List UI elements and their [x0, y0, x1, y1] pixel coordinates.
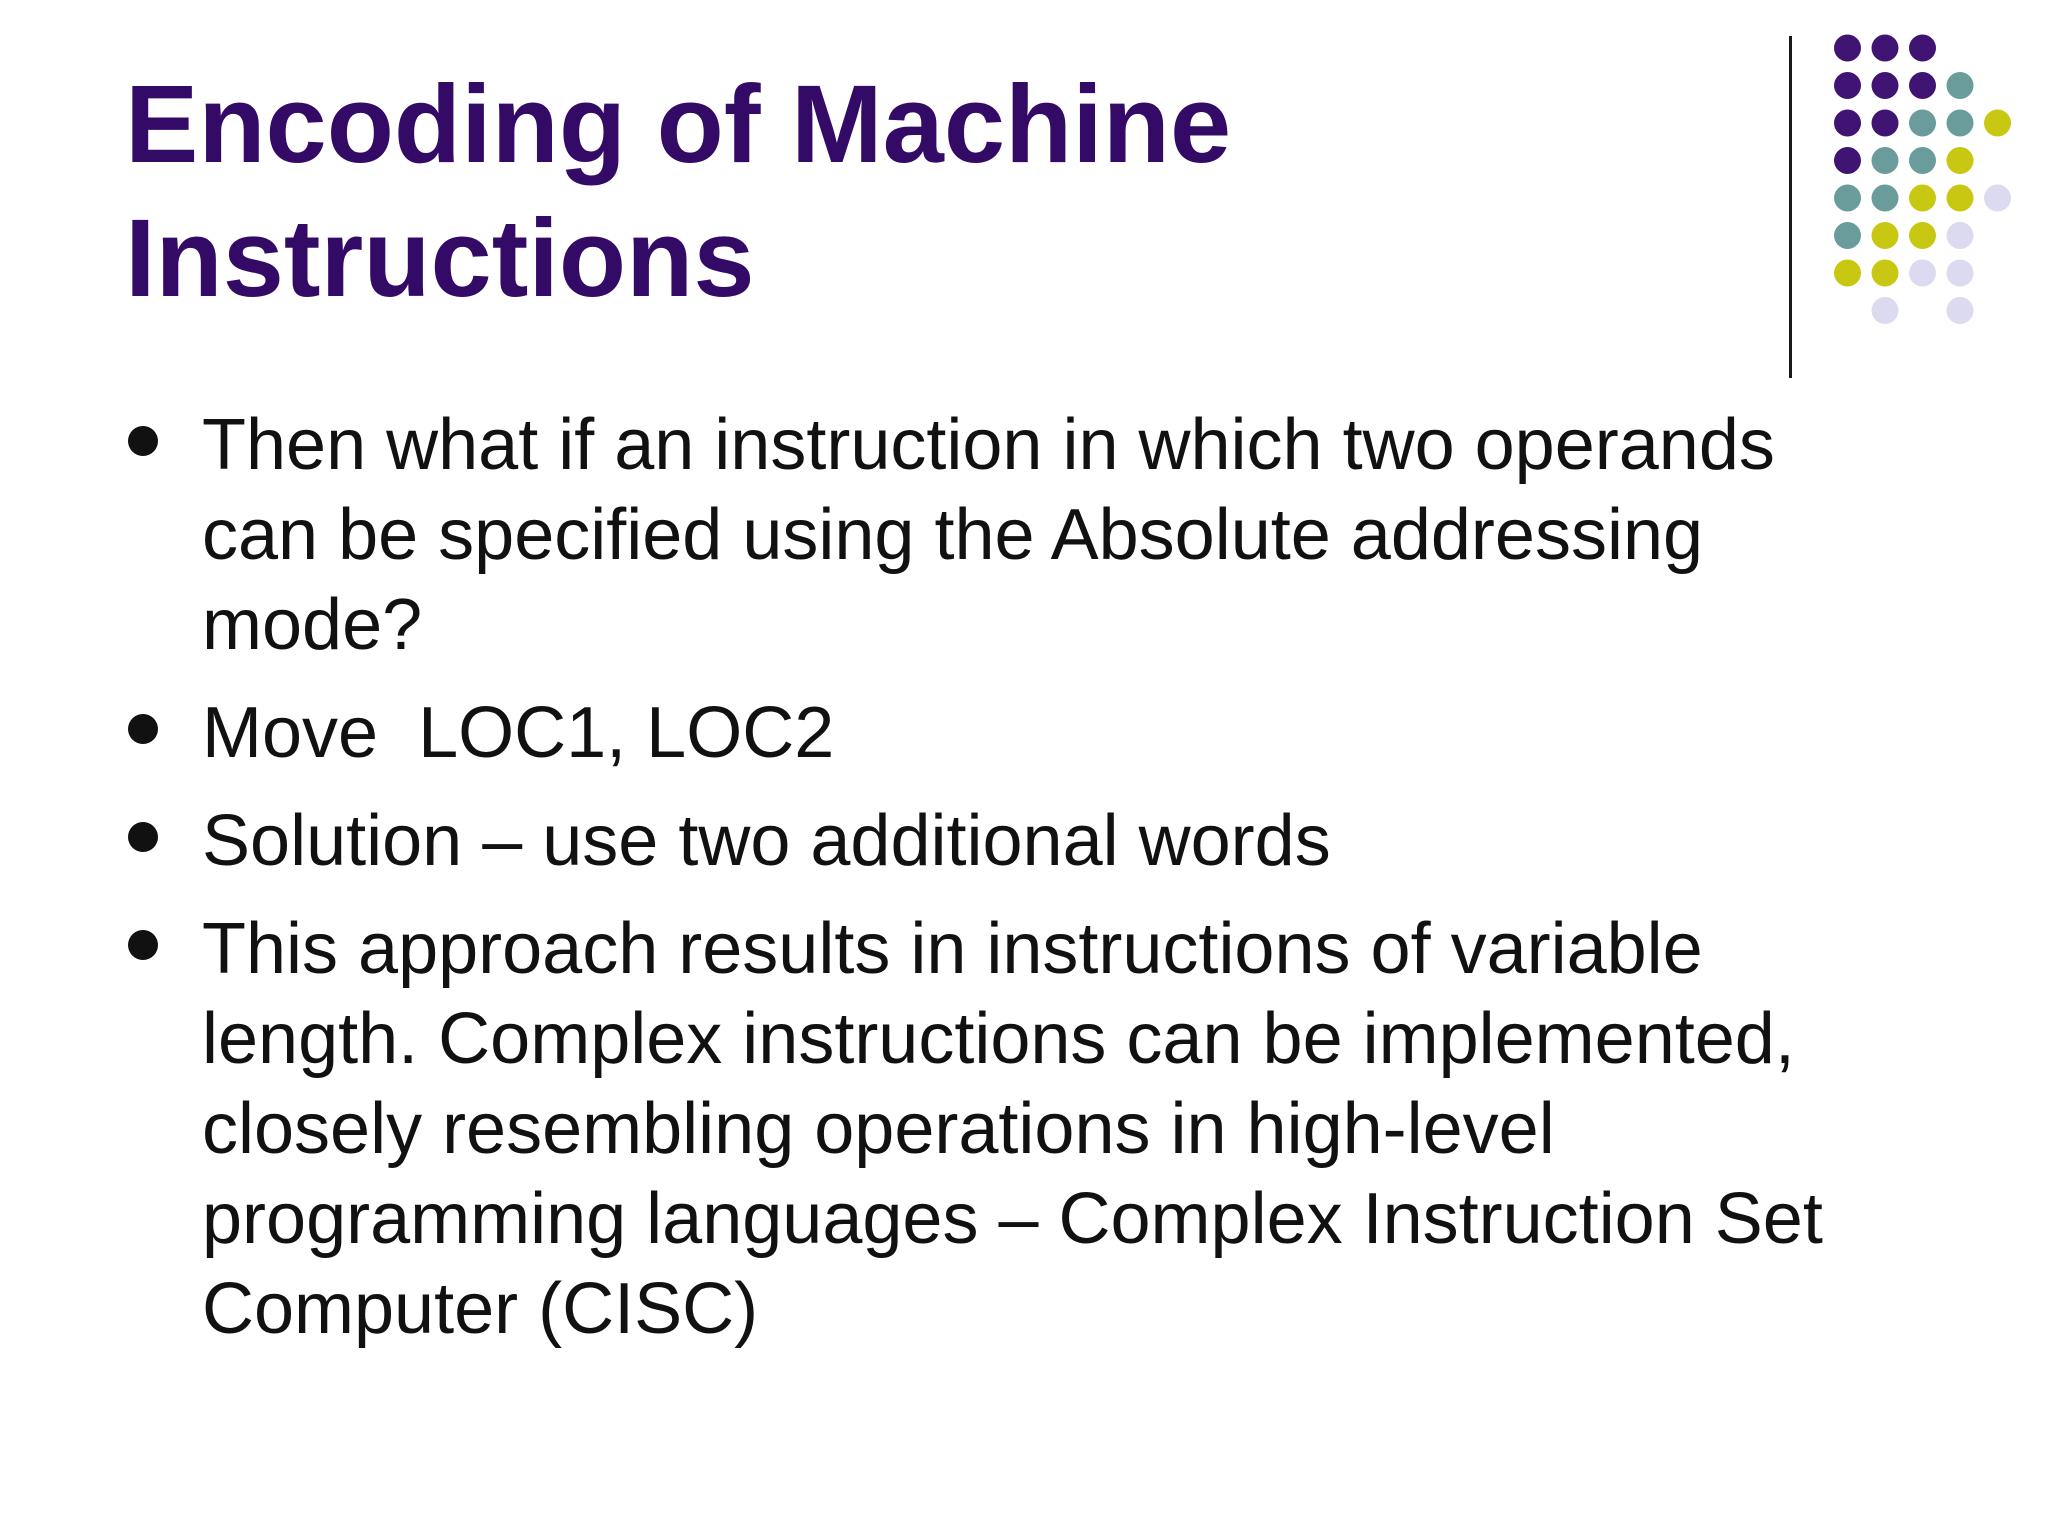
- decorative-dot-icon: [1984, 110, 2011, 137]
- slide-title-line: Instructions: [125, 197, 755, 320]
- decorative-dot-icon: [1872, 185, 1899, 212]
- decorative-dot-icon: [1834, 260, 1861, 287]
- bullet-item: [0, 688, 1902, 778]
- bullet-item: [0, 796, 1902, 886]
- decorative-dot-icon: [1834, 110, 1861, 137]
- decorative-dot-icon: [1834, 147, 1861, 174]
- decorative-dot-icon: [1947, 110, 1974, 137]
- decorative-dot-icon: [1872, 222, 1899, 249]
- bullet-text-line: length. Complex instructions can be implemented,: [202, 999, 1795, 1079]
- bullet-text-line: Then what if an instruction in which two operands: [202, 405, 1775, 485]
- bullet-dot-icon: [128, 714, 158, 744]
- decorative-dot-icon: [1947, 185, 1974, 212]
- decorative-dot-icon: [1947, 297, 1974, 324]
- bullet-text-line: can be specified using the Absolute addressing: [202, 495, 1704, 575]
- decorative-dot-icon: [1909, 35, 1936, 62]
- decorative-dot-icon: [1834, 35, 1861, 62]
- decorative-dot-icon: [1909, 185, 1936, 212]
- bullet-dot-icon: [128, 822, 158, 852]
- decorative-dot-icon: [1834, 185, 1861, 212]
- bullet-dot-icon: [128, 426, 158, 456]
- bullet-text-line: This approach results in instructions of variable: [202, 909, 1703, 989]
- decorative-dot-icon: [1909, 72, 1936, 99]
- bullet-text-line: closely resembling operations in high-level: [202, 1089, 1555, 1169]
- bullet-text-line: Move LOC1, LOC2: [202, 693, 835, 773]
- decorative-dot-icon: [1909, 147, 1936, 174]
- decorative-dot-icon: [1872, 147, 1899, 174]
- bullet-item: [0, 400, 1902, 670]
- decorative-dot-icon: [1834, 72, 1861, 99]
- decorative-dot-icon: [1947, 72, 1974, 99]
- decorative-dot-icon: [1834, 222, 1861, 249]
- decorative-dot-icon: [1909, 110, 1936, 137]
- decorative-dot-icon: [1872, 72, 1899, 99]
- decorative-dot-icon: [1947, 222, 1974, 249]
- decorative-dot-icon: [1909, 222, 1936, 249]
- bullet-list: [0, 400, 2048, 1354]
- bullet-item: [0, 904, 1902, 1354]
- decorative-dot-icon: [1872, 260, 1899, 287]
- decorative-dot-icon: [1872, 297, 1899, 324]
- decorative-dot-icon: [1947, 260, 1974, 287]
- bullet-text-line: Computer (CISC): [202, 1269, 759, 1349]
- decorative-dot-grid: [0, 0, 2048, 400]
- decorative-dot-icon: [1984, 185, 2011, 212]
- slide-title-line: Encoding of Machine: [125, 63, 1232, 186]
- decorative-dot-icon: [1947, 147, 1974, 174]
- bullet-text-line: Solution – use two additional words: [202, 801, 1331, 881]
- decorative-dot-icon: [1872, 110, 1899, 137]
- decorative-dot-icon: [1872, 35, 1899, 62]
- bullet-dot-icon: [128, 930, 158, 960]
- bullet-text-line: programming languages – Complex Instruction Set: [202, 1179, 1823, 1259]
- decorative-dot-icon: [1909, 260, 1936, 287]
- bullet-text-line: mode?: [202, 585, 423, 665]
